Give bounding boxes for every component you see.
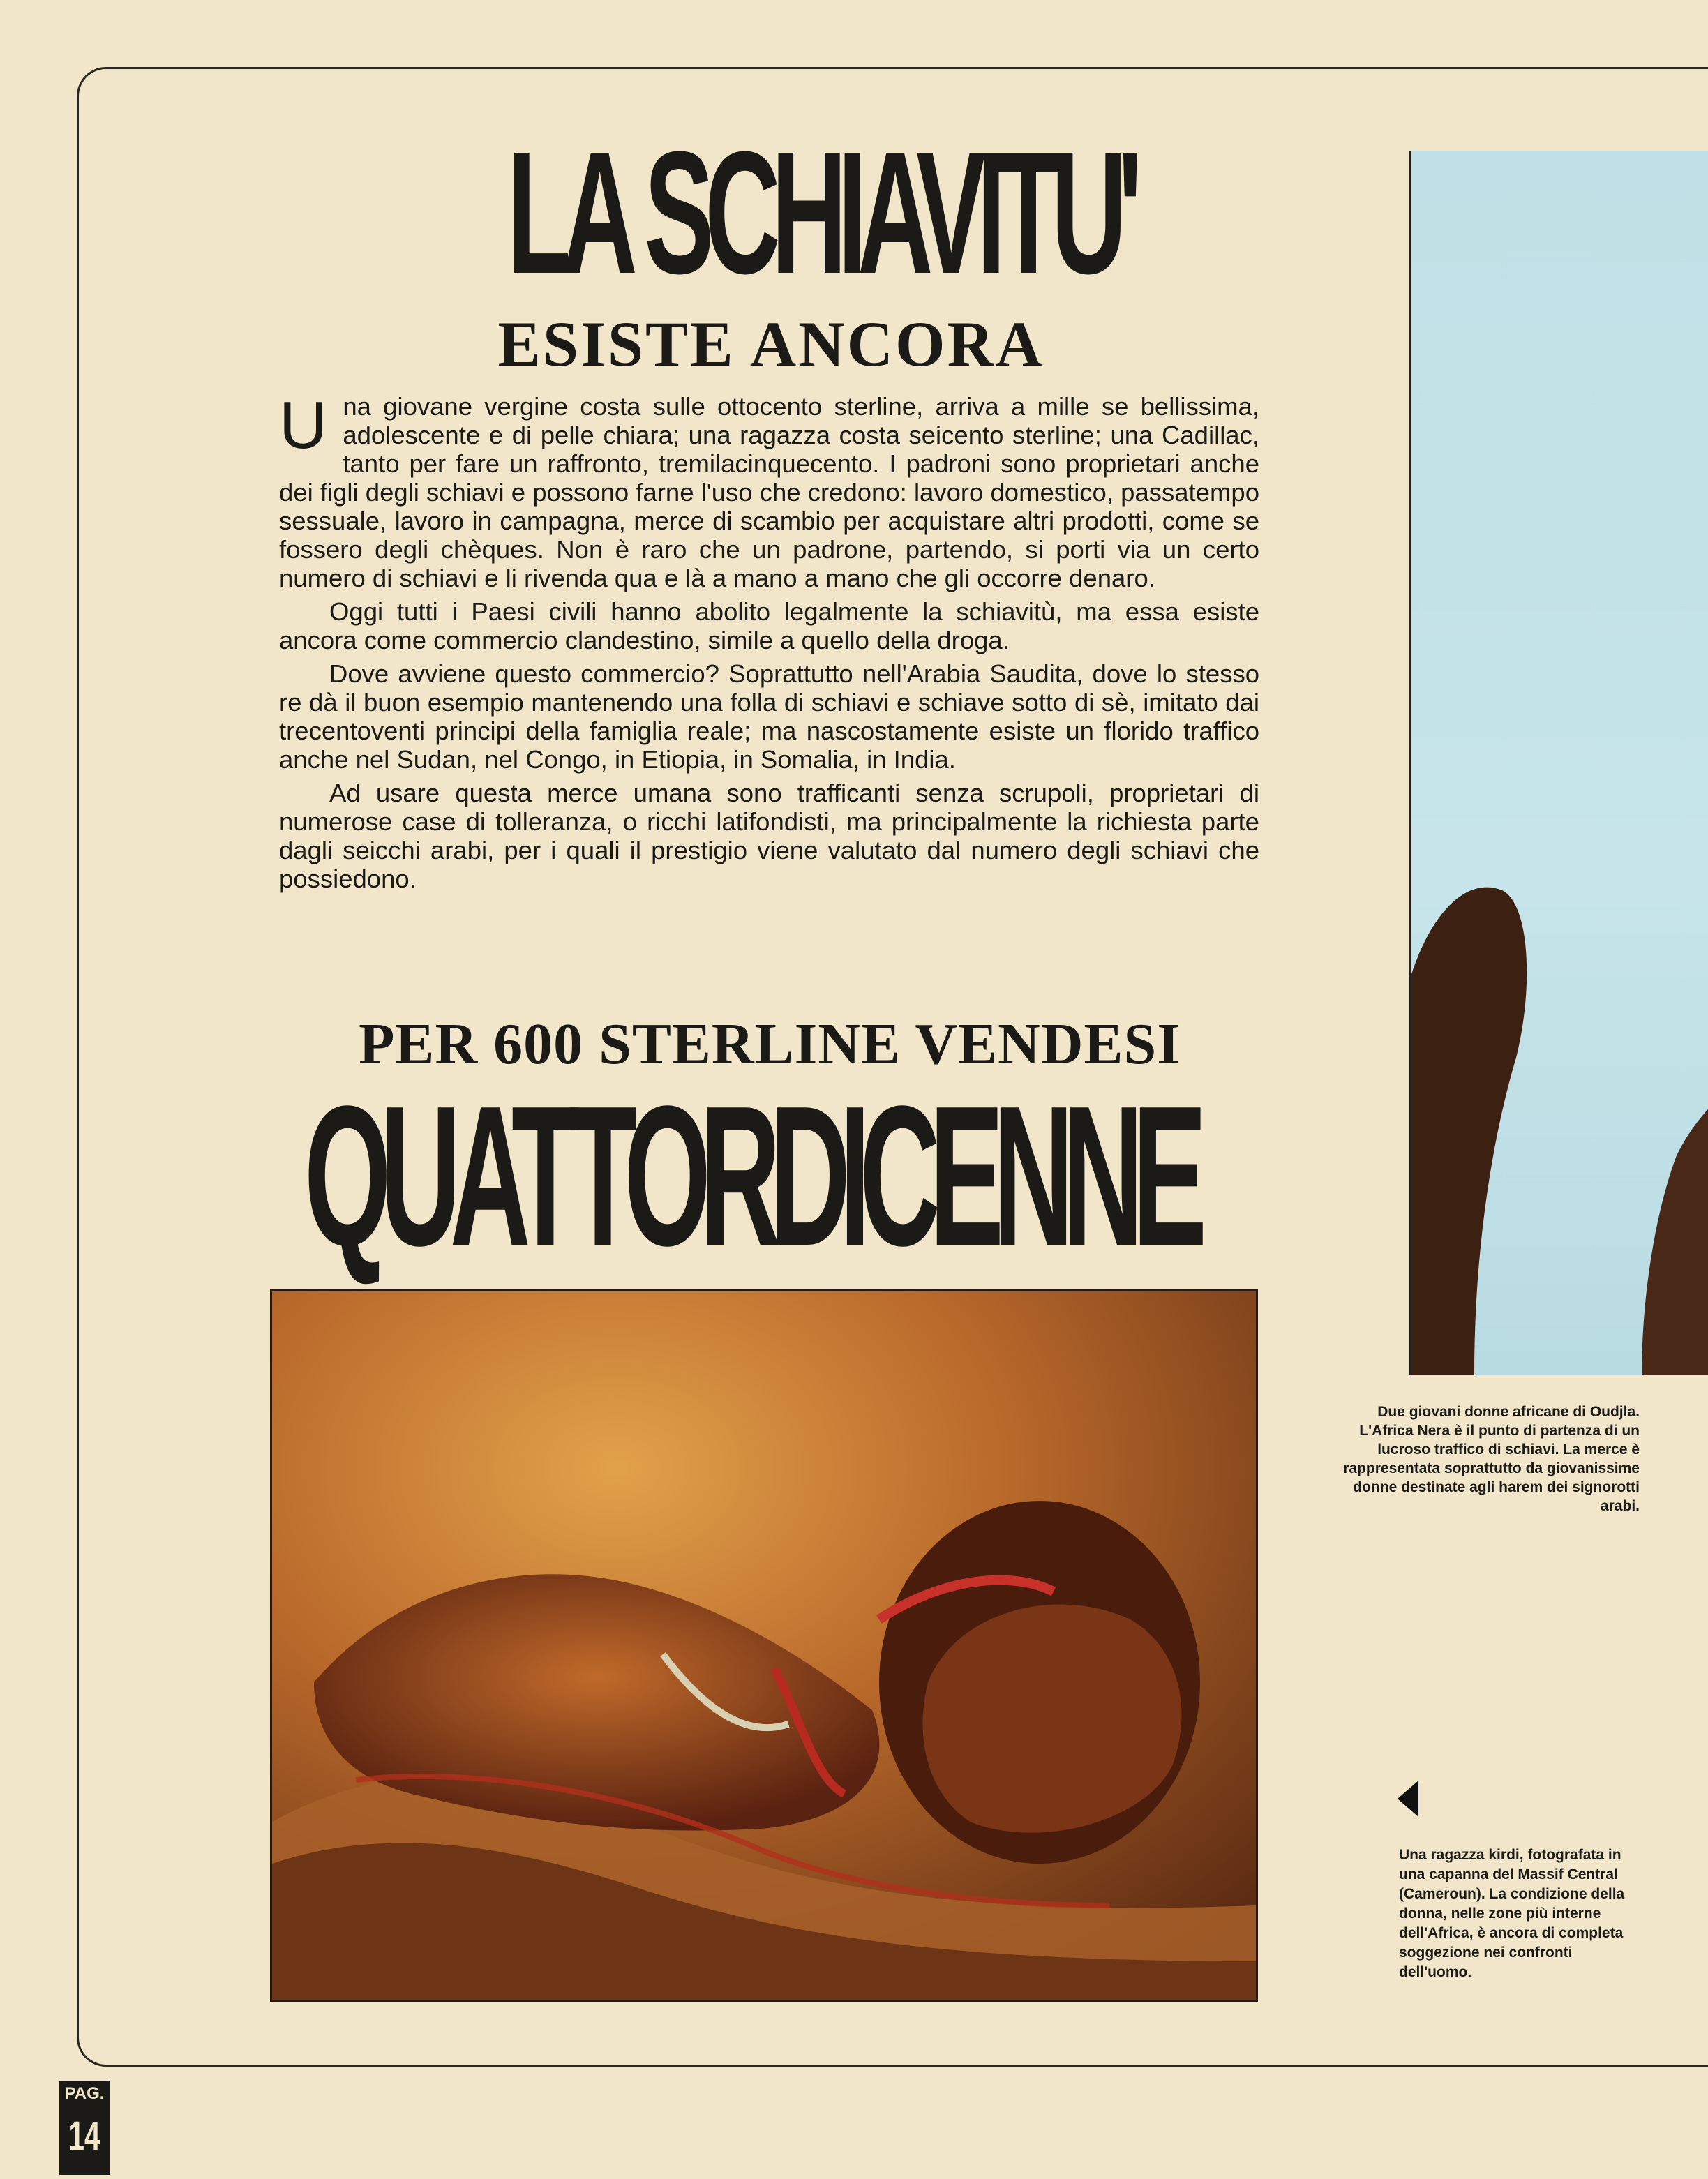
article-paragraph-text: na giovane vergine costa sulle ottocento sterline, arriva a mille se bellissima, adolescente e di pelle chiara; una ragazza costa seicento sterline; una Cadillac, tanto per fare un raffronto, tremilacinquecento. I padroni sono proprietari anche dei figli degli schiavi e possono farne l'uso che credono: lavoro domestico, passatempo sessuale, lavoro in campagna, merce di scambio per acquistare altri prodotti, come se fossero degli chèques. Non è raro che un padrone, partendo, si porti via un certo numero di schiavi e li rivenda qua e là a mano a mano che gli occorre denaro. (279, 392, 1259, 592)
second-headline-line2: QUATTORDICENNE (304, 1064, 1197, 1287)
page-label: PAG. (64, 2084, 105, 2103)
article-paragraph-4: Ad usare questa merce umana sono trafficanti senza scrupoli, proprietari di numerose case di tolleranza, o ricchi latifondisti, ma principalmente la richiesta parte dagli seicchi arabi, per i quali il prestigio viene valutato dal numero degli schiavi che possiedono. (279, 779, 1259, 893)
caption-right-photo: Due giovani donne africane di Oudjla. L'Africa Nera è il punto di partenza di un lucroso traffico di schiavi. La merce è rappresentata soprattutto da giovanissime donne destinate agli harem dei signorotti arabi. (1343, 1404, 1640, 1514)
photo-two-women-illustration (1411, 151, 1708, 1375)
article-body (279, 388, 1259, 898)
left-arrow-icon (1398, 1781, 1418, 1817)
article-paragraph-2: Oggi tutti i Paesi civili hanno abolito legalmente la schiavitù, ma essa esiste ancora come commercio clandestino, simile a quello della droga. (279, 597, 1259, 654)
headline-main: LA SCHIAVITU' (507, 115, 1134, 310)
main-photo (270, 1289, 1258, 2002)
article-paragraph-3: Dove avviene questo commercio? Soprattutto nell'Arabia Saudita, dove lo stesso re dà il buon esempio mantenendo una folla di schiavi e schiave sotto di sè, imitato dai trecentoventi principi della famiglia reale; ma nascostamente esiste un florido traffico anche nel Sudan, nel Congo, in Etiopia, in Somalia, in India. (279, 659, 1259, 774)
caption-main-photo: Una ragazza kirdi, fotografata in una capanna del Massif Central (Cameroun). La condizione della donna, nelle zone più interne dell'Africa, è ancora di completa soggezione nei confronti dell'uomo. (1399, 1847, 1625, 1980)
page-number: 14 (68, 2113, 100, 2159)
photo-woman-lying-illustration (272, 1291, 1256, 2000)
second-headline-line1: PER 600 STERLINE VENDESI (359, 1012, 1181, 1077)
right-photo (1409, 151, 1708, 1375)
article-paragraph-1 (279, 388, 1259, 592)
drop-cap: U (279, 388, 328, 463)
headline-sub: ESISTE ANCORA (497, 308, 1044, 380)
page-number-box (59, 2081, 110, 2175)
